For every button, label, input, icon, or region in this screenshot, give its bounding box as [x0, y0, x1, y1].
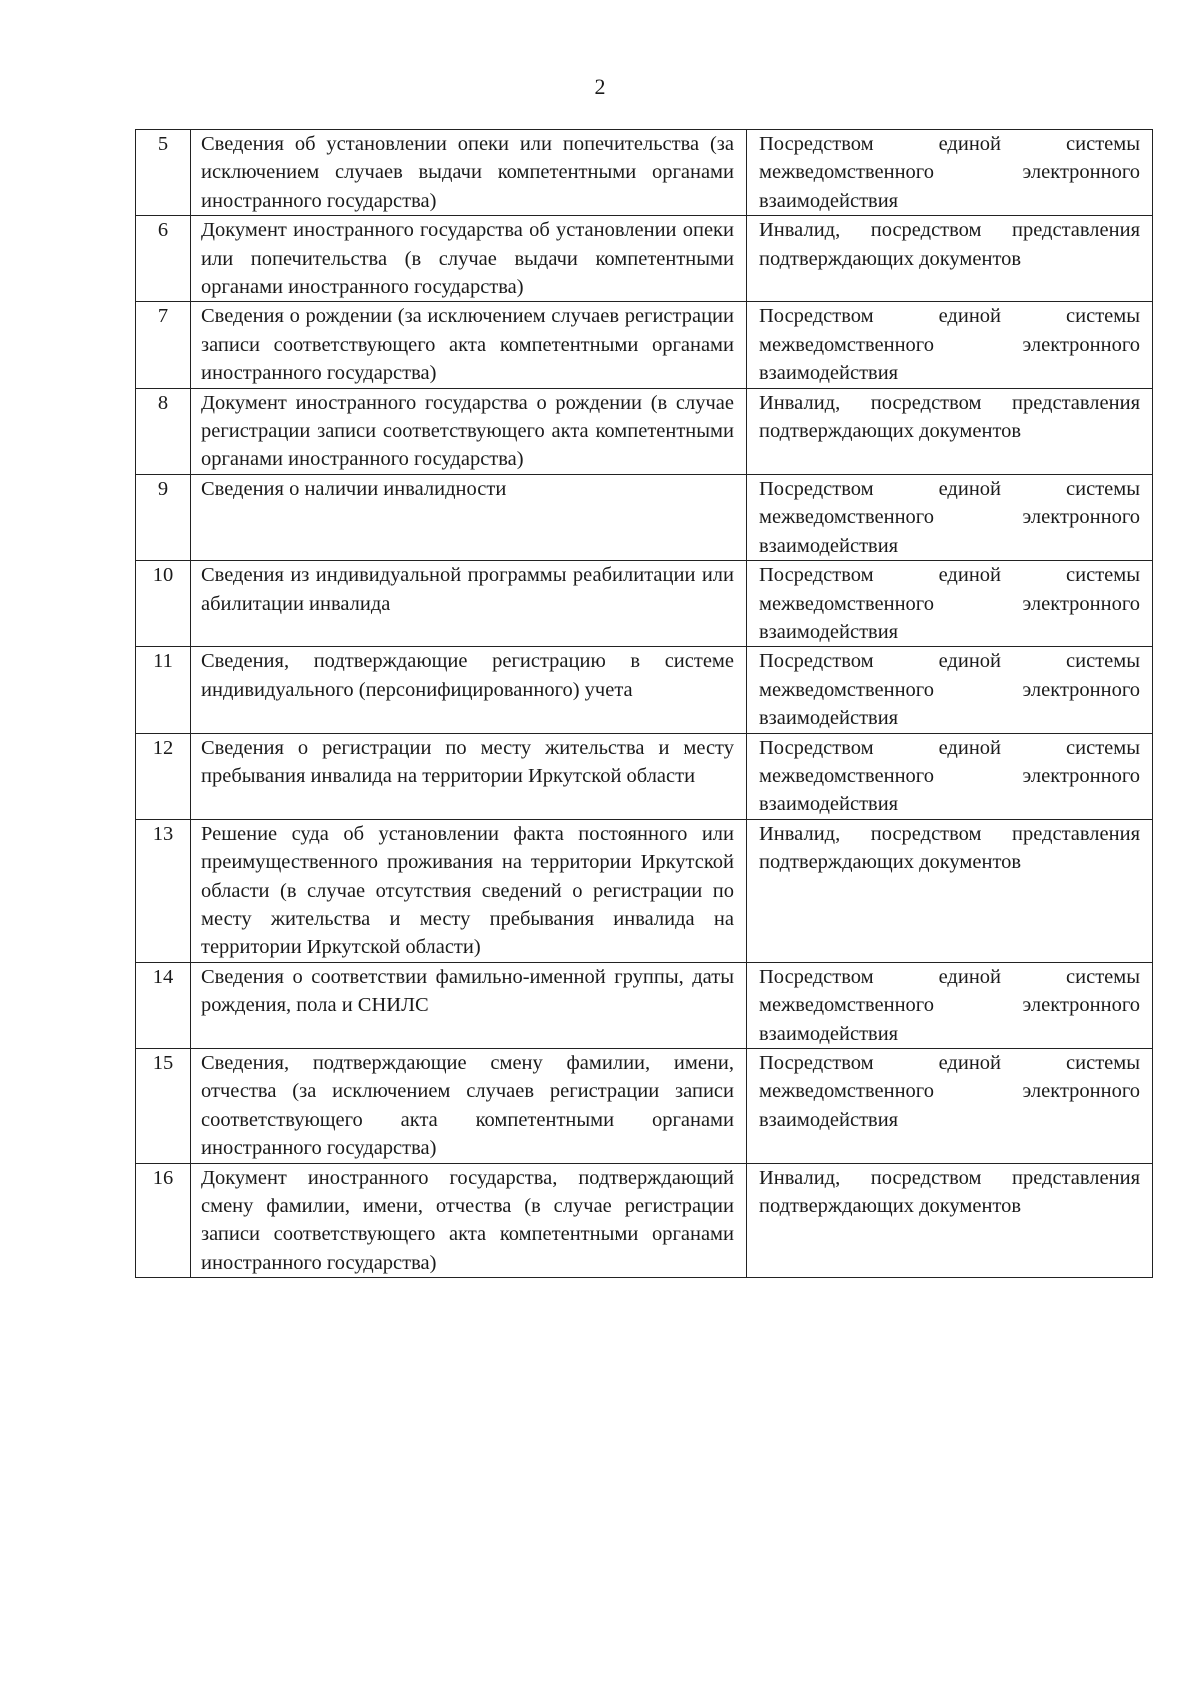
document-name: Сведения о рождении (за исключением случаев регистрации записи соответствующего акта компетентными органами иностранного государства)	[191, 302, 747, 388]
row-number: 14	[136, 962, 191, 1048]
table-row	[136, 474, 1153, 560]
obtaining-method: Инвалид, посредством представления подтверждающих документов	[747, 388, 1153, 474]
row-number: 5	[136, 130, 191, 216]
document-name: Сведения о регистрации по месту жительства и месту пребывания инвалида на территории Иркутской области	[191, 733, 747, 819]
table-row	[136, 962, 1153, 1048]
row-number: 6	[136, 216, 191, 302]
table-row	[136, 1163, 1153, 1278]
document-name: Сведения из индивидуальной программы реабилитации или абилитации инвалида	[191, 561, 747, 647]
table-row	[136, 130, 1153, 216]
document-name: Решение суда об установлении факта постоянного или преимущественного проживания на территории Иркутской области (в случае отсутствия сведений о регистрации по месту жительства и месту пребывания инвалида на территории Иркутской области)	[191, 819, 747, 962]
row-number: 16	[136, 1163, 191, 1278]
row-number: 10	[136, 561, 191, 647]
row-number: 12	[136, 733, 191, 819]
obtaining-method: Инвалид, посредством представления подтверждающих документов	[747, 1163, 1153, 1278]
obtaining-method: Посредством единой системы межведомственного электронного взаимодействия	[747, 302, 1153, 388]
obtaining-method: Посредством единой системы межведомственного электронного взаимодействия	[747, 647, 1153, 733]
obtaining-method: Инвалид, посредством представления подтверждающих документов	[747, 216, 1153, 302]
table-row	[136, 819, 1153, 962]
obtaining-method: Посредством единой системы межведомственного электронного взаимодействия	[747, 561, 1153, 647]
row-number: 9	[136, 474, 191, 560]
document-name: Сведения, подтверждающие регистрацию в системе индивидуального (персонифицированного) учета	[191, 647, 747, 733]
documents-table	[135, 129, 1153, 1278]
table-row	[136, 388, 1153, 474]
document-name: Сведения о наличии инвалидности	[191, 474, 747, 560]
page-number: 2	[594, 74, 606, 99]
obtaining-method: Посредством единой системы межведомственного электронного взаимодействия	[747, 130, 1153, 216]
document-name: Сведения, подтверждающие смену фамилии, имени, отчества (за исключением случаев регистрации записи соответствующего акта компетентными органами иностранного государства)	[191, 1049, 747, 1164]
obtaining-method: Посредством единой системы межведомственного электронного взаимодействия	[747, 962, 1153, 1048]
row-number: 8	[136, 388, 191, 474]
obtaining-method: Посредством единой системы межведомственного электронного взаимодействия	[747, 733, 1153, 819]
document-name: Сведения о соответствии фамильно-именной группы, даты рождения, пола и СНИЛС	[191, 962, 747, 1048]
table-row	[136, 647, 1153, 733]
table-row	[136, 561, 1153, 647]
obtaining-method: Инвалид, посредством представления подтверждающих документов	[747, 819, 1153, 962]
table-row	[136, 216, 1153, 302]
document-name: Сведения об установлении опеки или попечительства (за исключением случаев выдачи компетентными органами иностранного государства)	[191, 130, 747, 216]
obtaining-method: Посредством единой системы межведомственного электронного взаимодействия	[747, 1049, 1153, 1164]
table-row	[136, 302, 1153, 388]
row-number: 7	[136, 302, 191, 388]
table-row	[136, 733, 1153, 819]
row-number: 15	[136, 1049, 191, 1164]
row-number: 11	[136, 647, 191, 733]
obtaining-method: Посредством единой системы межведомственного электронного взаимодействия	[747, 474, 1153, 560]
document-name: Документ иностранного государства, подтверждающий смену фамилии, имени, отчества (в случае регистрации записи соответствующего акта компетентными органами иностранного государства)	[191, 1163, 747, 1278]
document-name: Документ иностранного государства об установлении опеки или попечительства (в случае выдачи компетентными органами иностранного государства)	[191, 216, 747, 302]
document-name: Документ иностранного государства о рождении (в случае регистрации записи соответствующего акта компетентными органами иностранного государства)	[191, 388, 747, 474]
table-row	[136, 1049, 1153, 1164]
row-number: 13	[136, 819, 191, 962]
